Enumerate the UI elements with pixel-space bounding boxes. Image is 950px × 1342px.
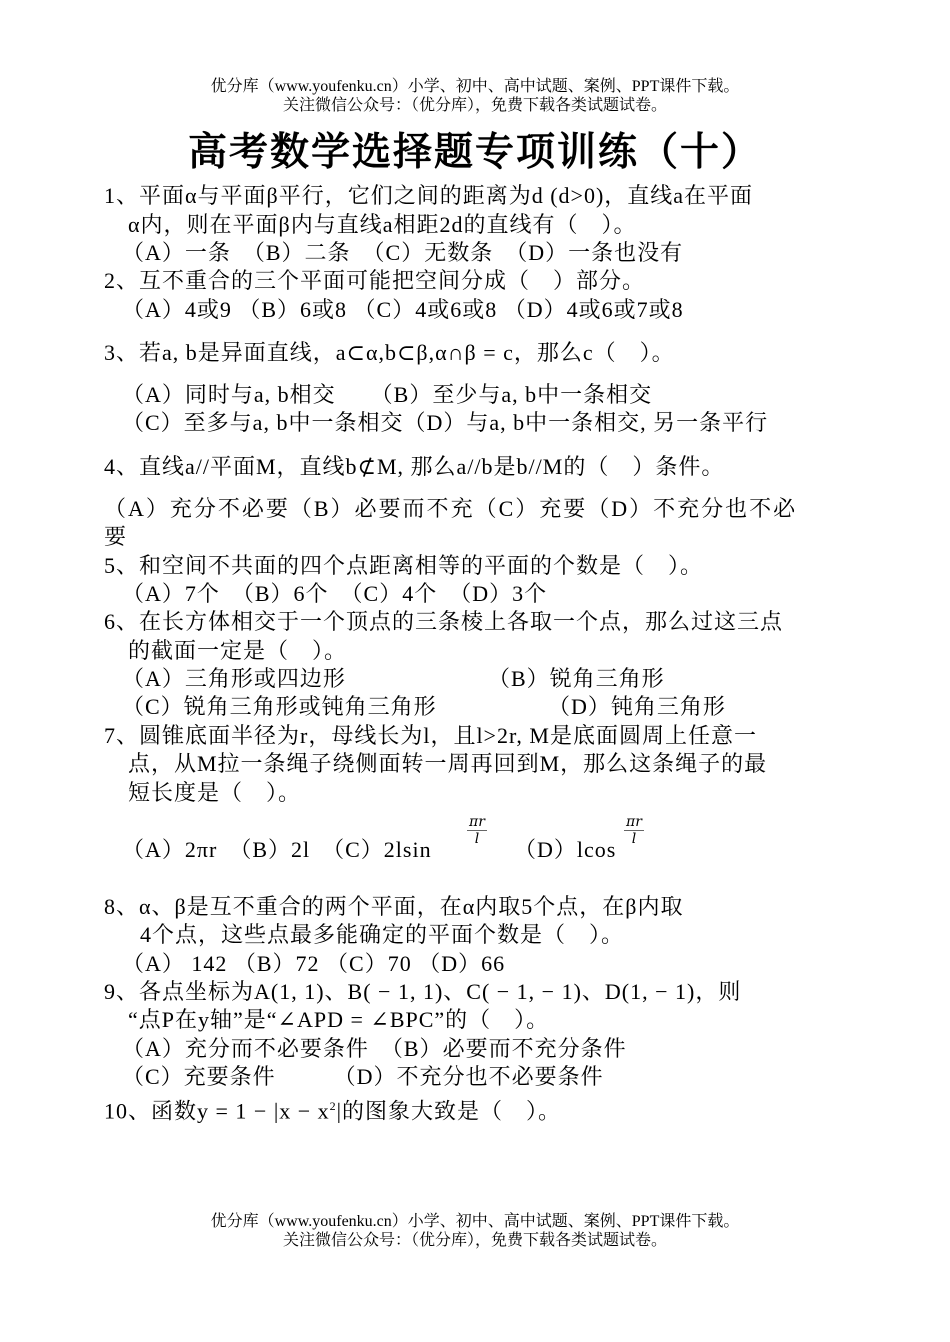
q8-options: （A） 142 （B）72 （C）70 （D）66 — [122, 951, 506, 976]
footer-line-2: 关注微信公众号：（优分库），免费下载各类试题试卷。 — [282, 1232, 667, 1249]
header-line-2: 关注微信公众号：（优分库），免费下载各类试题试卷。 — [282, 97, 667, 114]
q3-stem: 3、若a, b是异面直线，a⊂α,b⊂β,α∩β = c，那么c（ ）。 — [104, 340, 675, 365]
q6-line-1: 6、在长方体相交于一个顶点的三条棱上各取一个点，那么过这三点 — [104, 609, 784, 634]
q1-line-1: 1、平面α与平面β平行，它们之间的距离为d (d>0)，直线a在平面 — [104, 183, 754, 208]
q7-fraction-d-numerator: πr — [624, 814, 644, 831]
q3-options-2: （C）至多与a, b中一条相交（D）与a, b中一条相交, 另一条平行 — [122, 410, 769, 435]
q7-option-d: （D）lcos — [514, 837, 617, 862]
q2-options: （A）4或9 （B）6或8 （C）4或6或8 （D）4或6或7或8 — [122, 297, 684, 322]
q7-fraction-c — [467, 814, 487, 847]
q4-options-2: 要 — [104, 524, 128, 549]
q7-line-2: 点，从M拉一条绳子绕侧面转一周再回到M，那么这条绳子的最 — [128, 751, 768, 776]
q2-stem: 2、互不重合的三个平面可能把空间分成（ ）部分。 — [104, 268, 646, 293]
q5-stem: 5、和空间不共面的四个点距离相等的平面的个数是（ ）。 — [104, 553, 704, 578]
q4-stem: 4、直线a//平面M，直线b⊄M, 那么a//b是b//M的（ ）条件。 — [104, 454, 725, 479]
q7-fraction-c-numerator: πr — [467, 814, 487, 831]
q10-stem — [104, 1092, 561, 1125]
q10-exponent: 2 — [329, 1099, 337, 1113]
q4-options-1: （A）充分不必要（B）必要而不充（C）充要（D）不充分也不必 — [104, 496, 798, 521]
q1-line-2: α内，则在平面β内与直线a相距2d的直线有（ ）。 — [128, 212, 637, 237]
q6-option-c: （C）锐角三角形或钝角三角形 — [122, 694, 437, 719]
q6-option-d: （D）钝角三角形 — [548, 694, 726, 719]
q5-options: （A）7个 （B）6个 （C）4个 （D）3个 — [122, 581, 548, 606]
q7-fraction-d-denominator: l — [631, 831, 637, 847]
page-title: 高考数学选择题专项训练（十） — [187, 129, 762, 175]
q1-options: （A）一条 （B）二条 （C）无数条 （D）一条也没有 — [122, 240, 684, 265]
page-footer — [0, 1212, 950, 1250]
q6-line-2: 的截面一定是（ ）。 — [128, 638, 348, 663]
q8-line-1: 8、α、β是互不重合的两个平面，在α内取5个点，在β内取 — [104, 894, 684, 919]
header-line-1: 优分库（www.youfenku.cn）小学、初中、高中试题、案例、PPT课件下载。 — [210, 78, 740, 95]
q9-options-1: （A）充分而不必要条件 （B）必要而不充分条件 — [122, 1036, 627, 1061]
q9-options-2: （C）充要条件 （D）不充分也不必要条件 — [122, 1064, 604, 1089]
q7-line-3: 短长度是（ ）。 — [128, 780, 302, 805]
q7-options-abc: （A）2πr （B）2l （C）2lsin — [122, 837, 432, 862]
q6-option-a: （A）三角形或四边形 — [122, 666, 346, 691]
q9-line-1: 9、各点坐标为A(1, 1)、B( − 1, 1)、C( − 1, − 1)、D(1, − 1)，则 — [104, 979, 742, 1004]
q8-line-2: 4个点，这些点最多能确定的平面个数是（ ）。 — [140, 922, 625, 947]
q7-fraction-c-denominator: l — [474, 831, 480, 847]
q3-options-1: （A）同时与a, b相交 （B）至少与a, b中一条相交 — [122, 382, 653, 407]
q9-line-2: “点P在y轴”是“∠APD = ∠BPC”的（ ）。 — [128, 1007, 550, 1032]
footer-line-1: 优分库（www.youfenku.cn）小学、初中、高中试题、案例、PPT课件下载。 — [210, 1213, 740, 1230]
page-header — [0, 77, 950, 115]
q6-option-b: （B）锐角三角形 — [488, 666, 665, 691]
q10-stem-after: |的图象大致是（ ）。 — [336, 1098, 562, 1124]
q7-line-1: 7、圆锥底面半径为r，母线长为l，且l>2r, M是底面圆周上任意一 — [104, 723, 757, 748]
q10-stem-before: 10、函数y = 1 − |x − x — [104, 1098, 330, 1124]
q7-fraction-d — [624, 814, 644, 847]
